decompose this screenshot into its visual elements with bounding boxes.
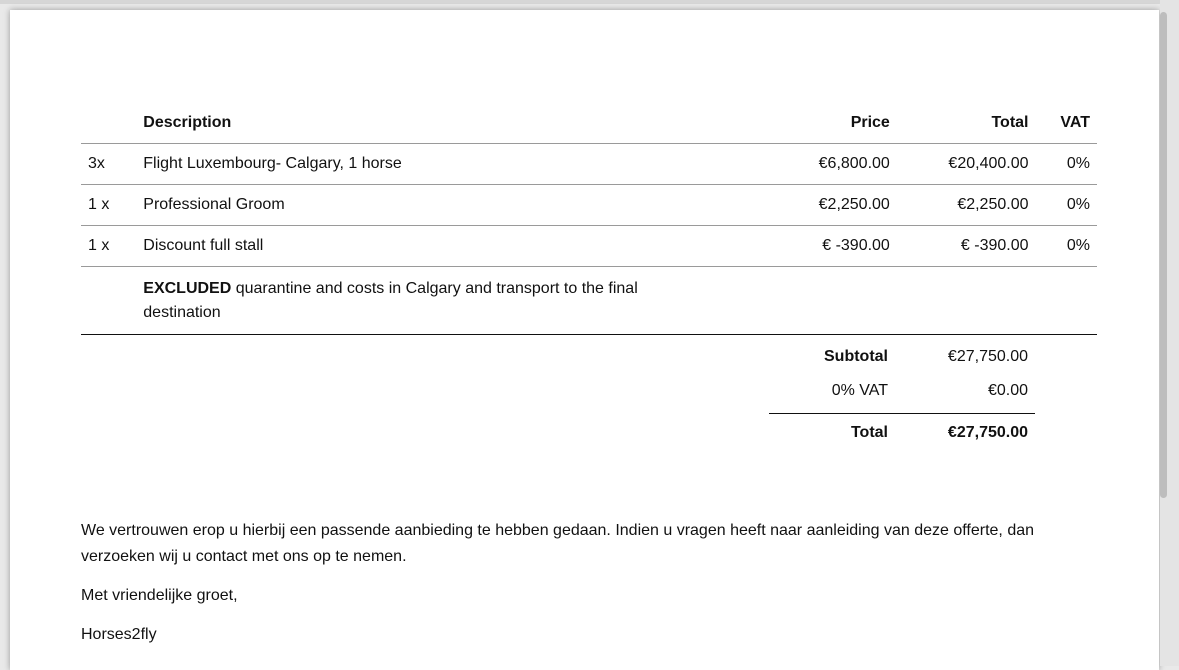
subtotal-label: Subtotal — [824, 348, 888, 365]
table-row — [81, 185, 1097, 226]
header-qty — [81, 102, 136, 144]
row-description: Flight Luxembourg- Calgary, 1 horse — [143, 155, 402, 172]
row-total: € -390.00 — [960, 237, 1029, 254]
subtotal-value: €27,750.00 — [947, 348, 1028, 365]
header-price: Price — [850, 113, 890, 131]
row-qty: 1 x — [88, 237, 110, 254]
vat-row — [769, 374, 1035, 408]
row-description: Professional Groom — [143, 196, 285, 213]
signature: Horses2fly — [81, 626, 157, 643]
subtotal-row — [769, 340, 1035, 374]
top-edge — [0, 0, 1179, 4]
row-vat: 0% — [1066, 237, 1090, 254]
closing-paragraph: We vertrouwen erop u hierbij een passende aanbieding te hebben gedaan. Indien u vragen heeft naar aanleiding van deze offerte, dan verzoeken wij u contact met ons op te nemen. — [81, 522, 1035, 565]
greeting: Met vriendelijke groet, — [81, 587, 238, 604]
totals-block — [769, 340, 1035, 451]
row-qty: 3x — [88, 155, 105, 172]
row-price: €6,800.00 — [818, 155, 890, 172]
total-value: €27,750.00 — [947, 423, 1028, 441]
header-vat: VAT — [1060, 113, 1090, 131]
row-total: €2,250.00 — [957, 196, 1029, 213]
table-header-row — [81, 102, 1097, 144]
line-items-table — [81, 102, 1097, 335]
header-description: Description — [143, 113, 232, 131]
total-label: Total — [850, 423, 888, 441]
row-total: €20,400.00 — [948, 155, 1029, 172]
exclusion-note-row — [81, 267, 1097, 335]
exclusion-note-text: quarantine and costs in Calgary and transport to the final destination — [143, 280, 638, 321]
table-row — [81, 144, 1097, 185]
exclusion-note — [136, 267, 756, 335]
row-vat: 0% — [1066, 155, 1090, 172]
exclusion-note-bold: EXCLUDED — [143, 280, 232, 297]
row-description: Discount full stall — [143, 237, 264, 254]
table-row — [81, 226, 1097, 267]
total-row — [769, 413, 1035, 451]
row-price: €2,250.00 — [818, 196, 890, 213]
row-price: € -390.00 — [822, 237, 890, 254]
header-total: Total — [991, 113, 1029, 131]
scrollbar-thumb[interactable] — [1160, 12, 1167, 498]
row-vat: 0% — [1066, 196, 1090, 213]
vat-value: €0.00 — [987, 382, 1028, 399]
vat-label: 0% VAT — [831, 382, 888, 399]
closing-letter — [81, 518, 1111, 661]
row-qty: 1 x — [88, 196, 110, 213]
